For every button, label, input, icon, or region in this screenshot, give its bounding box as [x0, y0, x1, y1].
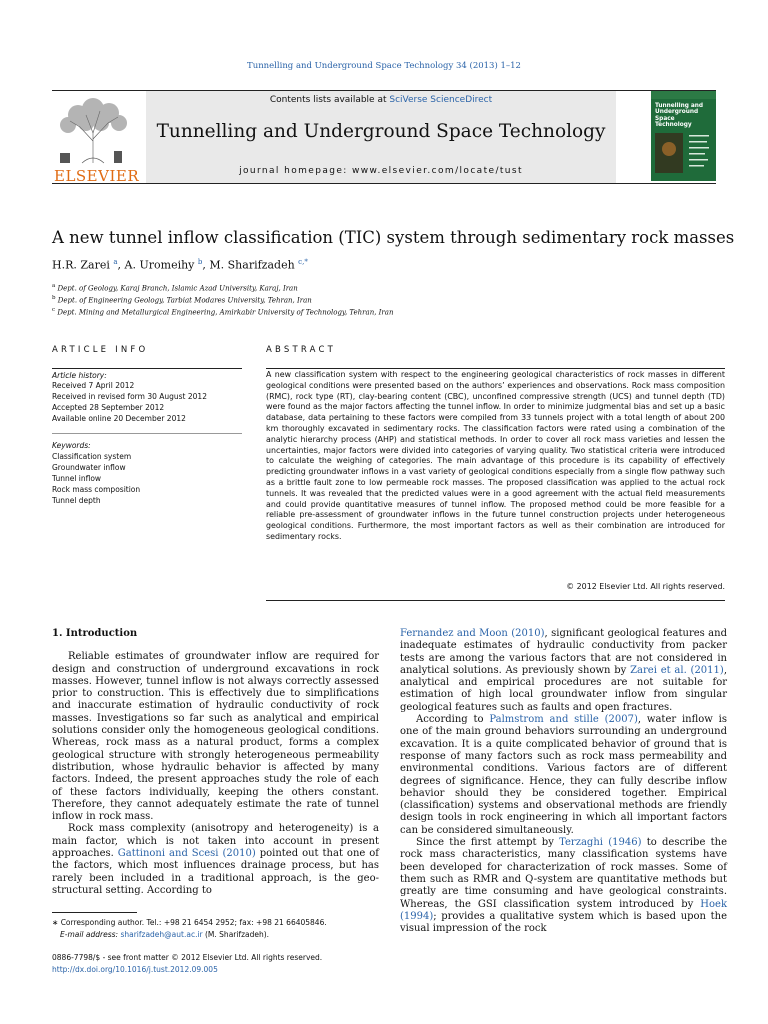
history-item: Received 7 April 2012 — [52, 381, 135, 390]
paragraph-text: Since the first attempt by — [416, 837, 560, 849]
affiliation — [52, 295, 312, 304]
contents-prefix: Contents lists available at — [269, 95, 390, 105]
paragraph-text: to describe the rock mass characteristics, many classification systems have been developed for characterization of rock masses. Some of them such as RMR and Q-system are quantitative methods but greatly are time consuming and have geological constraints. Whereas, the GSI classification system introduced by — [400, 837, 727, 910]
affiliation-text: Dept. of Engineering Geology, Tarbiat Modares University, Tehran, Iran — [57, 296, 312, 305]
divider — [52, 433, 242, 434]
paragraph-text: , significant geological features and inadequate estimates of hydraulic conductivity from packer tests are among the various factors that are not considered in analytical solutions. As previously shown by — [400, 628, 727, 676]
author-name: H.R. Zarei — [52, 258, 110, 272]
paragraph-text: Rock mass complexity (anisotropy and heterogeneity) is a main factor, which is not taken into account in present approaches. — [52, 823, 379, 860]
affiliation — [52, 307, 393, 316]
paragraph-text: pointed out that one of the factors, which most influences drainage process, but has rarely been included in a traditional approach, is the geo-structural setting. According to — [52, 848, 380, 896]
cover-graphic-icon — [651, 91, 716, 181]
email-label: E-mail address: — [60, 930, 121, 939]
elsevier-tree-logo — [52, 93, 140, 185]
history-item: Accepted 28 September 2012 — [52, 403, 165, 412]
citation-link[interactable]: Palmstrom and stille (2007) — [489, 714, 638, 726]
abstract-heading: ABSTRACT — [266, 345, 337, 355]
keyword: Tunnel inflow — [52, 474, 102, 483]
keyword: Tunnel depth — [52, 496, 101, 505]
affiliation-marker: a — [52, 283, 56, 289]
paragraph-text: , analytical and empirical procedures are not suitable for estimation of high local groundwater inflow from singular geological features such as faults and open fractures. — [400, 664, 727, 713]
masthead-banner — [146, 91, 616, 183]
journal-reference[interactable]: Tunnelling and Underground Space Technology 34 (2013) 1–12 — [247, 61, 521, 71]
affiliation-text: Dept. Mining and Metallurgical Engineering, Amirkabir University of Technology, Tehran, Iran — [57, 308, 394, 317]
affiliation-text: Dept. of Geology, Karaj Branch, Islamic Azad University, Karaj, Iran — [57, 284, 298, 293]
journal-cover-thumbnail — [651, 91, 716, 181]
body-column-right — [400, 628, 727, 935]
author-affiliation-marker[interactable]: c,* — [298, 258, 308, 266]
history-item: Available online 20 December 2012 — [52, 414, 186, 423]
email-suffix: (M. Sharifzadeh). — [202, 930, 270, 939]
abstract-copyright: © 2012 Elsevier Ltd. All rights reserved. — [566, 582, 725, 591]
doi-link[interactable]: http://dx.doi.org/10.1016/j.tust.2012.09.005 — [52, 965, 218, 974]
article-info-heading: ARTICLE INFO — [52, 345, 149, 355]
history-item: Received in revised form 30 August 2012 — [52, 392, 207, 401]
email-link[interactable]: sharifzadeh@aut.ac.ir — [120, 930, 203, 939]
article-title: A new tunnel inflow classification (TIC) system through sedimentary rock masses — [52, 228, 735, 247]
citation-link[interactable]: Terzaghi (1946) — [559, 837, 642, 849]
email-footnote — [52, 930, 269, 939]
author-separator: , — [202, 258, 210, 272]
keyword: Classification system — [52, 452, 132, 461]
keywords-label: Keywords: — [52, 441, 91, 450]
author-separator: , — [117, 258, 125, 272]
citation-link[interactable]: Gattinoni and Scesi (2010) — [117, 848, 256, 860]
issn-line: 0886-7798/$ - see front matter © 2012 Elsevier Ltd. All rights reserved. — [52, 953, 323, 962]
history-label: Article history: — [52, 371, 107, 380]
keyword: Rock mass composition — [52, 485, 141, 494]
author-affiliation-marker[interactable]: a — [113, 258, 118, 266]
elsevier-wordmark: ELSEVIER — [54, 167, 140, 185]
divider — [266, 600, 725, 601]
author-name: M. Sharifzadeh — [209, 258, 295, 272]
author-list — [52, 258, 308, 272]
citation-link[interactable]: Fernandez and Moon (2010) — [400, 628, 545, 639]
author-affiliation-marker[interactable]: b — [197, 258, 203, 266]
paragraph-text: According to — [416, 714, 490, 726]
affiliation-marker: b — [52, 295, 56, 301]
paragraph-text: , water inflow is one of the main ground behaviors surrounding an underground excavation. It is a quite complicated behavior of ground that is response of many factors such as rock mass permeability and environmental conditions. Various factors are of different degrees of significance. Hence, they can fully describe inflow behavior should they be considered together. Empirical (classification) systems and observational methods are friendly design tools in rock engineering in which all important factors can be considered simultaneously. — [400, 714, 728, 836]
author-name: A. Uromeihy — [124, 258, 195, 272]
affiliation — [52, 283, 298, 292]
paragraph: Reliable estimates of groundwater inflow are required for design and construction of underground excavations in rock masses. However, tunnel inflow is not always correctly assessed prior to construction. This is effectively due to simplifications and inaccurate estimation of hydraulic conductivity of rock masses. Investigations so far such as analytical and empirical solutions consider only the homogeneous geological conditions. Whereas, rock mass as a natural product, forms a complex geological structure with strongly heterogeneous permeability distribution, whose hydraulic behavior is affected by many factors. Indeed, the present approaches study the role of each of these factors individually, keeping the others constant. Therefore, they cannot adequately estimate the rate of tunnel inflow in rock mass. — [52, 651, 379, 823]
paragraph — [400, 837, 727, 935]
footnote-divider — [52, 912, 137, 913]
journal-homepage[interactable]: journal homepage: www.elsevier.com/locate/tust — [239, 166, 523, 176]
keyword: Groundwater inflow — [52, 463, 126, 472]
contents-line — [146, 95, 616, 105]
citation-link[interactable]: Zarei et al. (2011) — [630, 664, 724, 676]
abstract-text: A new classification system with respect to the engineering geological characteristics of rock masses in different geological conditions were presented based on the authors’ experiences and observations. Rock mass composition (RMC), rock type (RT), clay-bearing content (CBC), unconfined compressive strength (UCS) and tunnel depth (TD) were found as the major factors affecting the tunnel inflow. In order to minimize judgmental bias and set up a basic database, data pertaining to these factors were compiled from 33 tunnels project with a total length of about 200 km thoroughly excavated in sedimentary rocks. The classification factors were rated using a combination of the analytic hierarchy process (AHP) and statistical methods. In order to cover all rock mass varieties and lessen the uncertainties, major factors were divided into categories of varying quality. Two statistical criteria were introduced to calculate the weighing of categories. The main advantage of this procedure is its capability of effectively predicting groundwater inflows in a vast variety of geological conditions especially from a single flow pathway such as a brittle fault zone to low permeable rock masses. The proposed classification was applied to the actual rock tunnels. It was revealed that the predicted values were in a good agreement with the actual field measurements and could provide quantitative measures of tunnel inflow. The proposed method could be more feasible for a reliable pre-assessment of groundwater inflows in the future tunnel construction projects under heterogeneous geological conditions. Furthermore, the most important factors as well as their combination are introduced for sedimentary rocks. — [266, 370, 725, 541]
citation-link[interactable]: Hoek (1994) — [400, 898, 727, 922]
affiliation-marker: c — [52, 307, 56, 313]
section-heading: 1. Introduction — [52, 628, 138, 639]
paragraph — [400, 714, 727, 837]
divider — [266, 368, 725, 369]
corresponding-author-footnote — [52, 918, 327, 927]
masthead — [52, 90, 716, 184]
paragraph — [400, 628, 727, 714]
paragraph — [52, 823, 379, 897]
footnote-text: Corresponding author. Tel.: +98 21 6454 2952; fax: +98 21 66405846. — [60, 918, 327, 927]
asterisk-icon: ∗ — [52, 918, 59, 927]
cover-title: Tunnelling and Underground Space Technology — [655, 103, 704, 129]
sciencedirect-link[interactable]: SciVerse ScienceDirect — [389, 95, 493, 105]
journal-title: Tunnelling and Underground Space Technology — [156, 121, 606, 142]
tree-icon — [52, 93, 134, 165]
body-column-left — [52, 628, 379, 897]
paragraph-text: ; provides a qualitative system which is based upon the visual impression of the rock — [400, 910, 727, 935]
divider — [52, 368, 242, 369]
